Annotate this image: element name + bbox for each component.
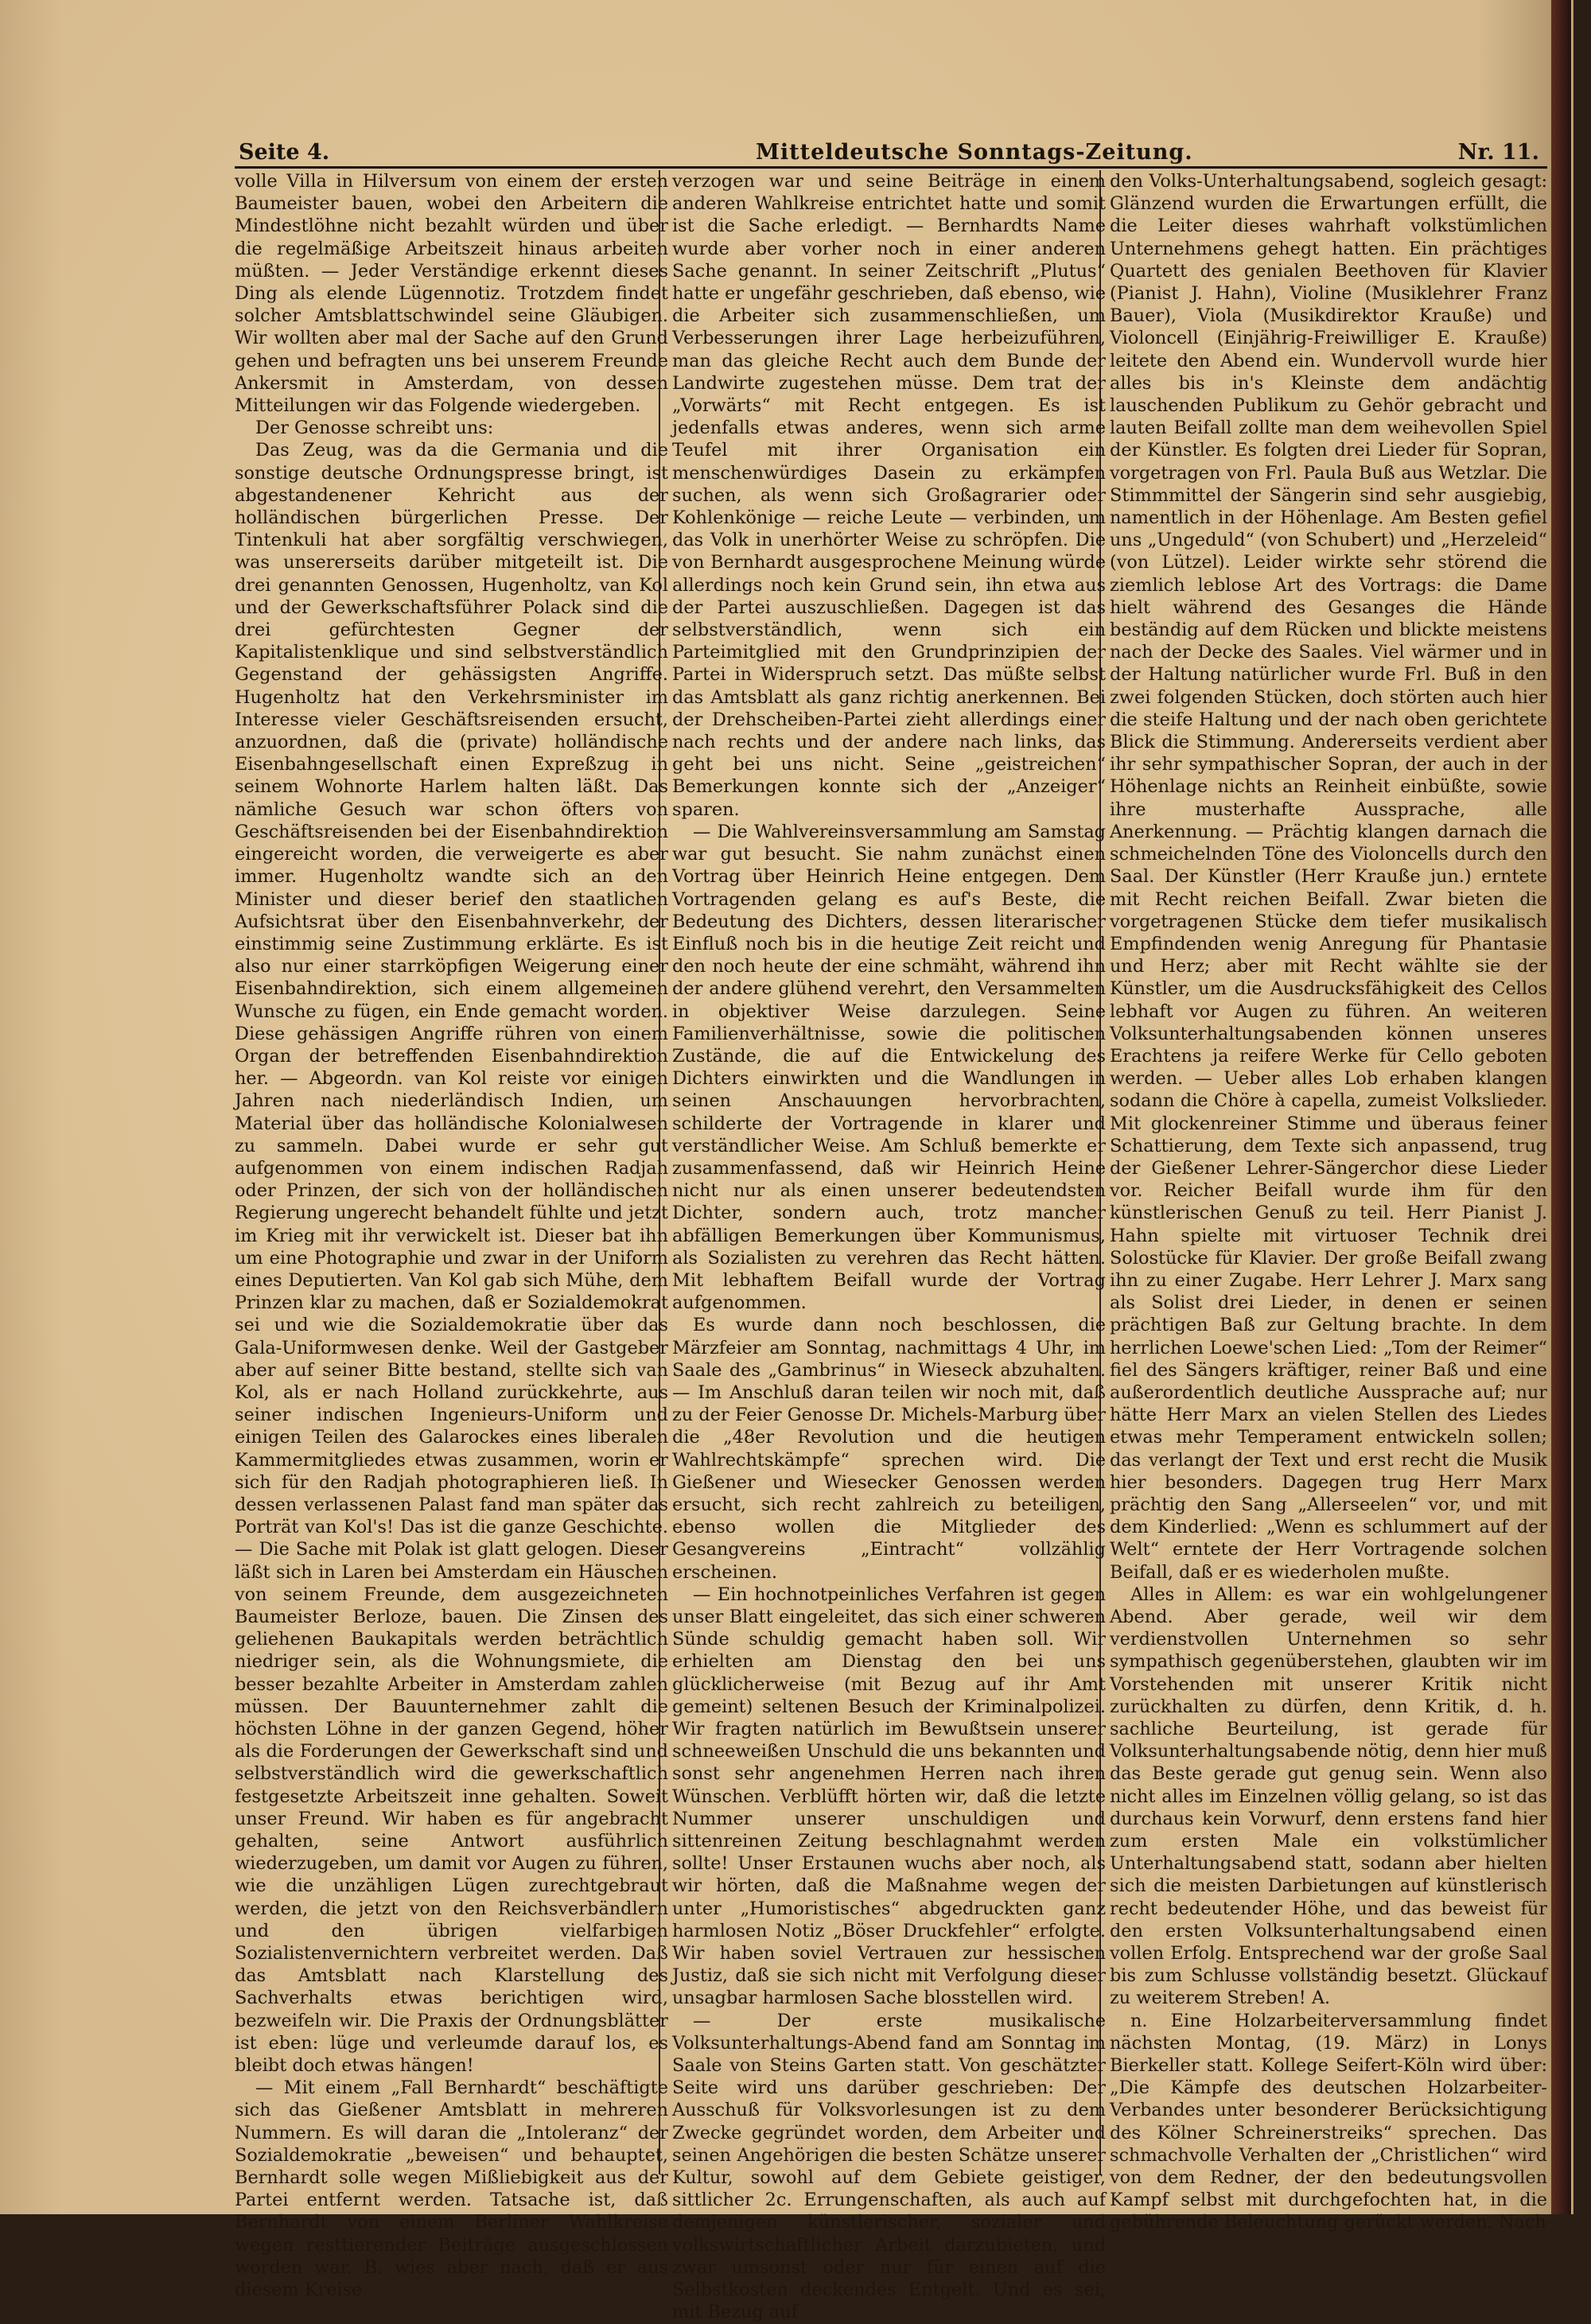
paragraph: Alles in Allem: es war ein wohlgelungener Abend. Aber gerade, weil wir dem verdienstvollen Unternehmen so sehr sympathisch gegenüberstehen, glaubten wir im Vorstehenden mit unserer Kritik nicht zurückhalten zu dürfen, denn Kritik, d. h. sachliche Beurteilung, ist gerade für Volksunterhaltungsabende nötig, denn hier muß das Beste gerade gut genug sein. Wenn also nicht alles im Einzelnen völlig gelang, so ist das durchaus kein Vorwurf, denn erstens fand hier zum ersten Male ein volkstümlicher Unterhaltungsabend statt, sodann aber hielten sich die meisten Darbietungen auf künstlerisch recht bedeutender Höhe, und das beweist für den ersten Volksunterhaltungsabend einen vollen Erfolg. Entsprechend war der große Saal bis zum Schlusse vollständig besetzt. Glückauf zu weiterem Streben! A. xyxy=(1110,1584,1547,2009)
paragraph: — Mit einem „Fall Bernhardt“ beschäftigte sich das Gießener Amtsblatt in mehreren Nummern. Es will daran die „Intoleranz“ der Sozialdemokratie „beweisen“ und behauptet, Bernhardt solle wegen Mißliebigkeit aus der Partei entfernt werden. Tatsache ist, daß Bernhardt von einem Berliner Wahlkreise wegen resttierender Beiträge ausgeschlossen worden war. B. wies aber nach, daß er aus diesem Kreise xyxy=(235,2077,668,2301)
paragraph: Es wurde dann noch beschlossen, die Märzfeier am Sonntag, nachmittags 4 Uhr, im Saale des „Gambrinus“ in Wieseck abzuhalten. — Im Anschluß daran teilen wir noch mit, daß zu der Feier Genosse Dr. Michels-Marburg über die „48er Revolution und die heutigen Wahlrechtskämpfe“ sprechen wird. Die Gießener und Wiesecker Genossen werden ersucht, sich recht zahlreich zu beteiligen, ebenso wollen die Mitglieder des Gesangvereins „Eintracht“ vollzählig erscheinen. xyxy=(672,1315,1106,1583)
issue-number: Nr. 11. xyxy=(1457,140,1539,165)
paragraph: den Volks-Unterhaltungsabend, sogleich gesagt: Glänzend wurden die Erwartungen erfüllt, die die Leiter dieses wahrhaft volkstümlichen Unternehmens gehegt hatten. Ein prächtiges Quartett des genialen Beethoven für Klavier (Pianist J. Hahn), Violine (Musiklehrer Franz Bauer), Viola (Musikdirektor Krauße) und Violoncell (Einjährig-Freiwilliger E. Krauße) leitete den Abend ein. Wundervoll wurde hier alles bis in's Kleinste dem andächtig lauschenden Publikum zu Gehör gebracht und lauten Beifall zollte man dem weihevollen Spiel der Künstler. Es folgten drei Lieder für Sopran, vorgetragen von Frl. Paula Buß aus Wetzlar. Die Stimmmittel der Sängerin sind sehr ausgiebig, namentlich in der Höhenlage. Am Besten gefiel uns „Ungeduld“ (von Schubert) und „Herzeleid“ (von Lützel). Leider wirkte sehr störend die ziemlich leblose Art des Vortrags: die Dame hielt während des Gesanges die Hände beständig auf dem Rücken und blickte meistens nach der Decke des Saales. Viel wärmer und in der Haltung natürlicher wurde Frl. Buß in den zwei folgenden Stücken, doch störten auch hier die steife Haltung und der nach oben gerichtete Blick die Stimmung. Andererseits verdient aber ihr sehr sympathischer Sopran, der auch in der Höhenlage nichts an Reinheit einbüßte, sowie ihre musterhafte Aussprache, alle Anerkennung. — Prächtig klangen darnach die schmeichelnden Töne des Violoncells durch den Saal. Der Künstler (Herr Krauße jun.) erntete mit Recht reichen Beifall. Zwar bieten die vorgetragenen Stücke dem tiefer musikalisch Empfindenden wenig Anregung für Phantasie und Herz; aber mit Recht wählte sie der Künstler, um die Ausdrucksfähigkeit des Cellos lebhaft vor Augen zu führen. An weiteren Volksunterhaltungsabenden können unseres Erachtens ja reifere Werke für Cello geboten werden. — Ueber alles Lob erhaben klangen sodann die Chöre à capella, zumeist Volkslieder. Mit glockenreiner Stimme und überaus feiner Schattierung, dem Texte sich anpassend, trug der Gießener Lehrer-Sängerchor diese Lieder vor. Reicher Beifall wurde ihm für den künstlerischen Genuß zu teil. Herr Pianist J. Hahn spielte mit virtuoser Technik drei Solostücke für Klavier. Der große Beifall zwang ihn zu einer Zugabe. Herr Lehrer J. Marx sang als Solist drei Lieder, in denen er seinen prächtigen Baß zur Geltung brachte. In dem herrlichen Loewe'schen Lied: „Tom der Reimer“ fiel des Sängers kräftiger, reiner Baß und eine außerordentlich deutliche Aussprache auf; nur hätte Herr Marx an vielen Stellen des Liedes etwas mehr Temperament entwickeln sollen; das verlangt der Text und erst recht die Musik hier besonders. Dagegen trug Herr Marx prächtig den Sang „Allerseelen“ vor, und mit dem Kinderlied: „Wenn es schlummert auf der Welt“ erntete der Herr Vortragende solchen Beifall, daß er es wiederholen mußte. xyxy=(1110,171,1547,1583)
newspaper-title: Mitteldeutsche Sonntags-Zeitung. xyxy=(756,140,1193,165)
header-rule xyxy=(235,166,1547,169)
paragraph: — Der erste musikalische Volksunterhaltungs-Abend fand am Sonntag im Saale von Steins Garten statt. Von geschätzter Seite wird uns darüber geschrieben: Der Ausschuß für Volksvorlesungen ist zu dem Zwecke gegründet worden, dem Arbeiter und seinen Angehörigen die besten Schätze unserer Kultur, sowohl auf dem Gebiete geistiger, sittlicher 2c. Errungenschaften, als auch auf demjenigen künstlerischer, sozialer und volkswirtschaftlicher Arbeit darzubieten, und zwar umsonst oder nur für einen auf die Selbstkosten deckendes Entgelt. Und es sei, mit Bezug auf xyxy=(672,2010,1106,2323)
paragraph: n. Eine Holzarbeiterversammlung findet nächsten Montag, (19. März) in Lonys Bierkeller statt. Kollege Seifert-Köln wird über: „Die Kämpfe des deutschen Holzarbeiter-Verbandes unter besonderer Berücksichtigung des Kölner Schreinerstreiks“ sprechen. Das schmachvolle Verhalten der „Christlichen“ wird von dem Redner, der den bedeutungsvollen Kampf selbst mit durchgefochten hat, in die gebührende Beleuchtung gerückt werden. Nach xyxy=(1110,2010,1547,2233)
column-2 xyxy=(672,170,1106,2324)
paragraph: Das Zeug, was da die Germania und die sonstige deutsche Ordnungspresse bringt, ist abgestandenener Kehricht aus der holländischen bürgerlichen Presse. Der Tintenkuli hat aber sorgfältig verschwiegen, was unsererseits darüber mitgeteilt ist. Die drei genannten Genossen, Hugenholtz, van Kol und der Gewerkschaftsführer Polack sind die drei gefürchtesten Gegner der Kapitalistenklique und sind selbstverständlich Gegenstand der gehässigsten Angriffe. Hugenholtz hat den Verkehrsminister im Interesse vieler Geschäftsreisenden ersucht, anzuordnen, daß die (private) holländische Eisenbahngesellschaft einen Expreßzug in seinem Wohnorte Harlem halten läßt. Das nämliche Gesuch war schon öfters von Geschäftsreisenden bei der Eisenbahndirektion eingereicht worden, die verweigerte es aber immer. Hugenholtz wandte sich an den Minister und dieser berief den staatlichen Aufsichtsrat über den Eisenbahnverkehr, der einstimmig seine Zustimmung erklärte. Es ist also nur einer starrköpfigen Weigerung einer Eisenbahndirektion, sich einem allgemeinen Wunsche zu fügen, ein Ende gemacht worden. Diese gehässigen Angriffe rühren von einem Organ der betreffenden Eisenbahndirektion her. — Abgeordn. van Kol reiste vor einigen Jahren nach niederländisch Indien, um Material über das holländische Kolonialwesen zu sammeln. Dabei wurde er sehr gut aufgenommen von einem indischen Radjah oder Prinzen, der sich von der holländischen Regierung ungerecht behandelt fühlte und jetzt im Krieg mit ihr verwickelt ist. Dieser bat ihn um eine Photographie und zwar in der Uniform eines Deputierten. Van Kol gab sich Mühe, dem Prinzen klar zu machen, daß er Sozialdemokrat sei und wie die Sozialdemokratie über das Gala-Uniformwesen denke. Weil der Gastgeber aber auf seiner Bitte bestand, stellte sich van Kol, als er nach Holland zurückkehrte, aus seiner indischen Ingenieurs-Uniform und einigen Teilen des Galarockes eines liberalen Kammermitgliedes etwas zusammen, worin er sich für den Radjah photographieren ließ. In dessen verlassenen Palast fand man später das Porträt van Kol's! Das ist die ganze Geschichte. — Die Sache mit Polak ist glatt gelogen. Dieser läßt sich in Laren bei Amsterdam ein Häuschen von seinem Freunde, dem ausgezeichneten Baumeister Berloze, bauen. Die Zinsen des geliehenen Baukapitals werden beträchtlich niedriger sein, als die Wohnungsmiete, die besser bezahlte Arbeiter in Amsterdam zahlen müssen. Der Bauunternehmer zahlt die höchsten Löhne in der ganzen Gegend, höher als die Forderungen der Gewerkschaft sind und selbstverständlich wird die gewerkschaftlich festgesetzte Arbeitszeit inne gehalten. Soweit unser Freund. Wir haben es für angebracht gehalten, seine Antwort ausführlich wiederzugeben, um damit vor Augen zu führen, wie die unzähligen Lügen zurechtgebraut werden, die jetzt von den Reichsverbändlern und den übrigen vielfarbigen Sozialistenvernichtern verbreitet werden. Daß das Amtsblatt nach Klarstellung des Sachverhalts etwas berichtigen wird, bezweifeln wir. Die Praxis der Ordnungsblätter ist eben: lüge und verleumde darauf los, es bleibt doch etwas hängen! xyxy=(235,440,668,2077)
paragraph: Der Genosse schreibt uns: xyxy=(255,418,494,439)
paragraph: verzogen war und seine Beiträge in einem anderen Wahlkreise entrichtet hatte und somit ist die Sache erledigt. — Bernhardts Name wurde aber vorher noch in einer anderen Sache genannt. In seiner Zeitschrift „Plutus“ hatte er ungefähr geschrieben, daß ebenso, wie die Arbeiter sich zusammenschließen, um Verbesserungen ihrer Lage herbeizuführen, man das gleiche Recht auch dem Bunde der Landwirte zugestehen müsse. Dem trat der „Vorwärts“ mit Recht entgegen. Es ist jedenfalls etwas anderes, wenn sich arme Teufel mit ihrer Organisation ein menschenwürdiges Dasein zu erkämpfen suchen, als wenn sich Großagrarier oder Kohlenkönige — reiche Leute — verbinden, um das Volk in unerhörter Weise zu schröpfen. Die von Bernhardt ausgesprochene Meinung würde allerdings noch kein Grund sein, ihn etwa aus der Partei auszuschließen. Dagegen ist das selbstverständlich, wenn sich ein Parteimitglied mit den Grundprinzipien der Partei in Widerspruch setzt. Das müßte selbst das Amtsblatt als ganz richtig anerkennen. Bei der Drehscheiben-Partei zieht allerdings einer nach rechts und der andere nach links, das geht bei uns nicht. Seine „geistreichen“ Bemerkungen konnte sich der „Anzeiger“ sparen. xyxy=(672,171,1106,820)
page-header xyxy=(239,140,1567,167)
column-3 xyxy=(1110,170,1547,2234)
book-binding xyxy=(1551,0,1571,2214)
column-1 xyxy=(235,170,668,2301)
paragraph: volle Villa in Hilversum von einem der ersten Baumeister bauen, wobei den Arbeitern die Mindestlöhne nicht bezahlt würden und über die regelmäßige Arbeitszeit hinaus arbeiten müßten. — Jeder Verständige erkennt dieses Ding als elende Lügennotiz. Trotzdem findet solcher Amtsblattschwindel seine Gläubigen. Wir wollten aber mal der Sache auf den Grund gehen und befragten uns bei unserem Freunde Ankersmit in Amsterdam, von dessen Mitteilungen wir das Folgende wiedergeben. xyxy=(235,171,668,417)
page-number: Seite 4. xyxy=(239,140,330,165)
paragraph: — Die Wahlvereinsversammlung am Samstag war gut besucht. Sie nahm zunächst einen Vortrag über Heinrich Heine entgegen. Dem Vortragenden gelang es auf's Beste, die Bedeutung des Dichters, dessen literarischer Einfluß noch bis in die heutige Zeit reicht und den noch heute der eine schmäht, während ihn der andere glühend verehrt, den Versammelten in objektiver Weise darzulegen. Seine Familienverhältnisse, sowie die politischen Zustände, die auf die Entwickelung des Dichters einwirkten und die Wandlungen in seinen Anschauungen hervorbrachten, schilderte der Vortragende in klarer und verständlicher Weise. Am Schluß bemerkte er zusammenfassend, daß wir Heinrich Heine nicht nur als einen unserer bedeutendsten Dichter, sondern auch, trotz mancher abfälligen Bemerkungen über Kommunismus, als Sozialisten zu verehren das Recht hätten. Mit lebhaftem Beifall wurde der Vortrag aufgenommen. xyxy=(672,821,1106,1314)
paragraph: — Ein hochnotpeinliches Verfahren ist gegen unser Blatt eingeleitet, das sich einer schweren Sünde schuldig gemacht haben soll. Wir erhielten am Dienstag den bei uns glücklicherweise (mit Bezug auf ihr Amt gemeint) seltenen Besuch der Kriminalpolizei. Wir fragten natürlich im Bewußtsein unserer schneeweißen Unschuld die uns bekannten und sonst sehr angenehmen Herren nach ihren Wünschen. Verblüfft hörten wir, daß die letzte Nummer unserer unschuldigen und sittenreinen Zeitung beschlagnahmt werden sollte! Unser Erstaunen wuchs aber noch, als wir hörten, daß die Maßnahme wegen der unter „Humoristisches“ abgedruckten ganz harmlosen Notiz „Böser Druckfehler“ erfolgte. Wir haben soviel Vertrauen zur hessischen Justiz, daß sie sich nicht mit Verfolgung dieser unsagbar harmlosen Sache blosstellen wird. xyxy=(672,1584,1106,2009)
